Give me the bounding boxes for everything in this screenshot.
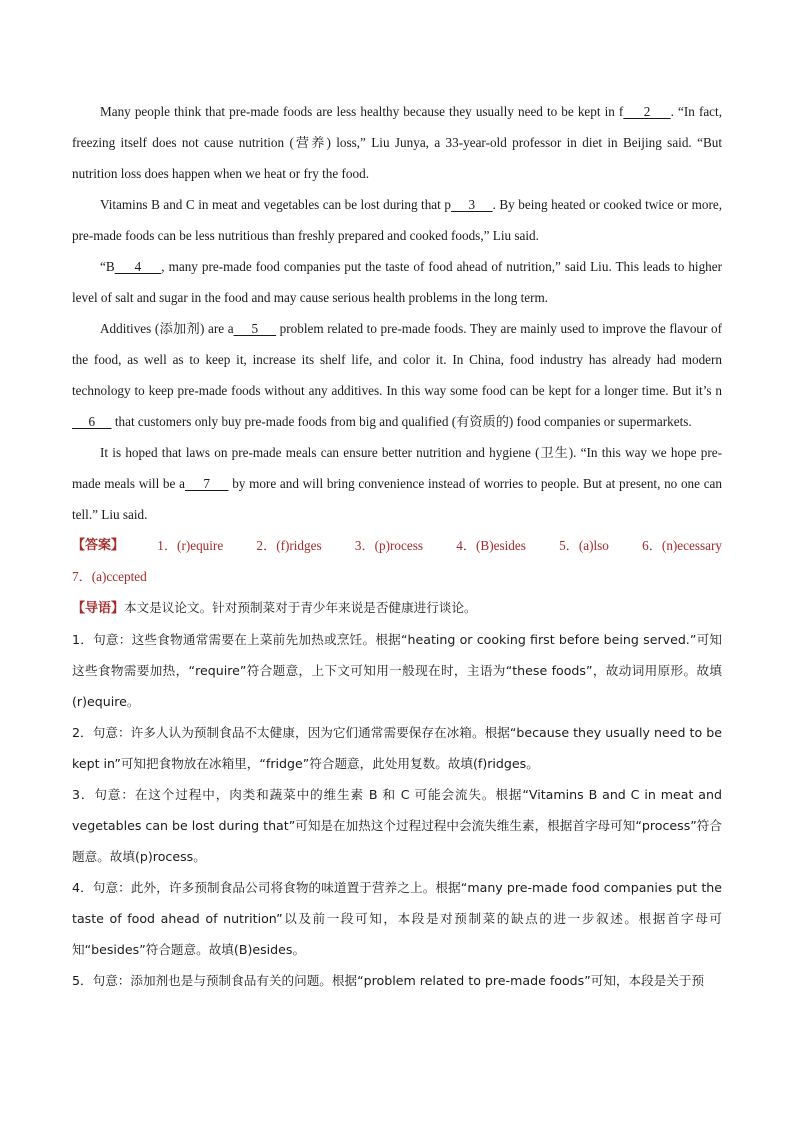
passage-text: “B bbox=[100, 259, 115, 274]
fill-blank: 4 bbox=[114, 259, 162, 274]
passage-text: that customers only buy pre-made foods from big and qualified (有资质的) food companies or supermarkets. bbox=[111, 414, 692, 429]
passage-text: Many people think that pre-made foods are less healthy because they usually need to be kept in f bbox=[100, 104, 624, 119]
answer-item-1: 1．(r)equire bbox=[157, 538, 224, 553]
passage-text: Additives (添加剂) are a bbox=[100, 321, 234, 336]
explanation-4: 4．句意：此外，许多预制食品公司将食物的味道置于营养之上。根据“many pre-made food companies put the taste of food ahead of nutrition”以及前一段可知，本段是对预制菜的缺点的进一步叙述。根据首字母可知“besides”符合题意。故填(B)esides。 bbox=[72, 880, 722, 957]
fill-blank: 5 bbox=[233, 321, 277, 336]
document-page bbox=[72, 96, 722, 996]
explanations bbox=[72, 624, 722, 996]
passage-paragraph bbox=[72, 313, 722, 437]
explanation-1: 1．句意：这些食物通常需要在上菜前先加热或烹饪。根据“heating or cooking first before being served.”可知这些食物需要加热，“require”符合题意，上下文可知用一般现在时，主语为“these foods”，故动词用原形。故填(r)equire。 bbox=[72, 632, 722, 709]
guide-text: 本文是议论文。针对预制菜对于青少年来说是否健康进行谈论。 bbox=[124, 600, 477, 615]
passage-text: . By being heated or cooked twice or more, pre-made foods can be less nutritious than freshly prepared and cooked foods,” Liu said. bbox=[72, 197, 723, 243]
answer-item-4: 4．(B)esides bbox=[456, 538, 526, 553]
answer-item-3: 3．(p)rocess bbox=[354, 538, 423, 553]
reading-passage bbox=[72, 96, 722, 530]
passage-paragraph bbox=[72, 96, 722, 189]
answer-item-7: 7．(a)ccepted bbox=[72, 569, 147, 584]
fill-blank: 3 bbox=[450, 197, 493, 212]
guide-line bbox=[72, 592, 722, 624]
passage-paragraph bbox=[72, 189, 722, 251]
passage-text: Vitamins B and C in meat and vegetables can be lost during that p bbox=[100, 197, 451, 212]
answer-item-6: 6．(n)ecessary bbox=[642, 538, 722, 553]
explanation-5: 5．句意：添加剂也是与预制食品有关的问题。根据“problem related to pre-made foods”可知，本段是关于预 bbox=[72, 973, 705, 988]
guide-label: 【导语】 bbox=[72, 601, 125, 616]
answer-item-2: 2．(f)ridges bbox=[256, 538, 322, 553]
fill-blank: 7 bbox=[184, 476, 229, 491]
answer-item-5: 5．(a)lso bbox=[559, 538, 609, 553]
passage-text: It is hoped that laws on pre-made meals can ensure better nutrition and hygiene (卫生). “In this way we hope pre-made meals will be a bbox=[72, 445, 722, 491]
answer-section bbox=[72, 530, 722, 592]
explanation-3: 3．句意：在这个过程中，肉类和蔬菜中的维生素 B 和 C 可能会流失。根据“Vitamins B and C in meat and vegetables can be lost during that”可知是在加热这个过程过程中会流失维生素，根据首字母可知“process”符合题意。故填(p)rocess。 bbox=[72, 787, 722, 864]
explanation-2: 2．句意：许多人认为预制食品不太健康，因为它们通常需要保存在冰箱。根据“because they usually need to be kept in”可知把食物放在冰箱里，“fridge”符合题意，此处用复数。故填(f)ridges。 bbox=[72, 725, 722, 771]
passage-text: . “In fact, freezing itself does not cause nutrition (营养) loss,” Liu Junya, a 33-year-old professor in diet in Beijing said. “But nutrition loss does happen when we heat or fry the food. bbox=[72, 104, 722, 181]
fill-blank: 6 bbox=[72, 414, 112, 429]
answer-label: 【答案】 bbox=[72, 538, 125, 553]
passage-text: problem related to pre-made foods. They are mainly used to improve the flavour of the food, as well as to keep it, increase its shelf life, and color it. In China, food industry has already had modern technology to keep pre-made foods without any additives. In this way some food can be kept for a longer time. But it’s n bbox=[72, 321, 722, 398]
passage-paragraph bbox=[72, 251, 722, 313]
fill-blank: 2 bbox=[623, 104, 671, 119]
answer-line bbox=[72, 530, 722, 561]
passage-text: , many pre-made food companies put the taste of food ahead of nutrition,” said Liu. This leads to higher level of salt and sugar in the food and may cause serious health problems in the long term. bbox=[72, 259, 723, 305]
passage-text: by more and will bring convenience instead of worries to people. But at present, no one can tell.” Liu said. bbox=[72, 476, 722, 522]
passage-paragraph bbox=[72, 437, 722, 530]
